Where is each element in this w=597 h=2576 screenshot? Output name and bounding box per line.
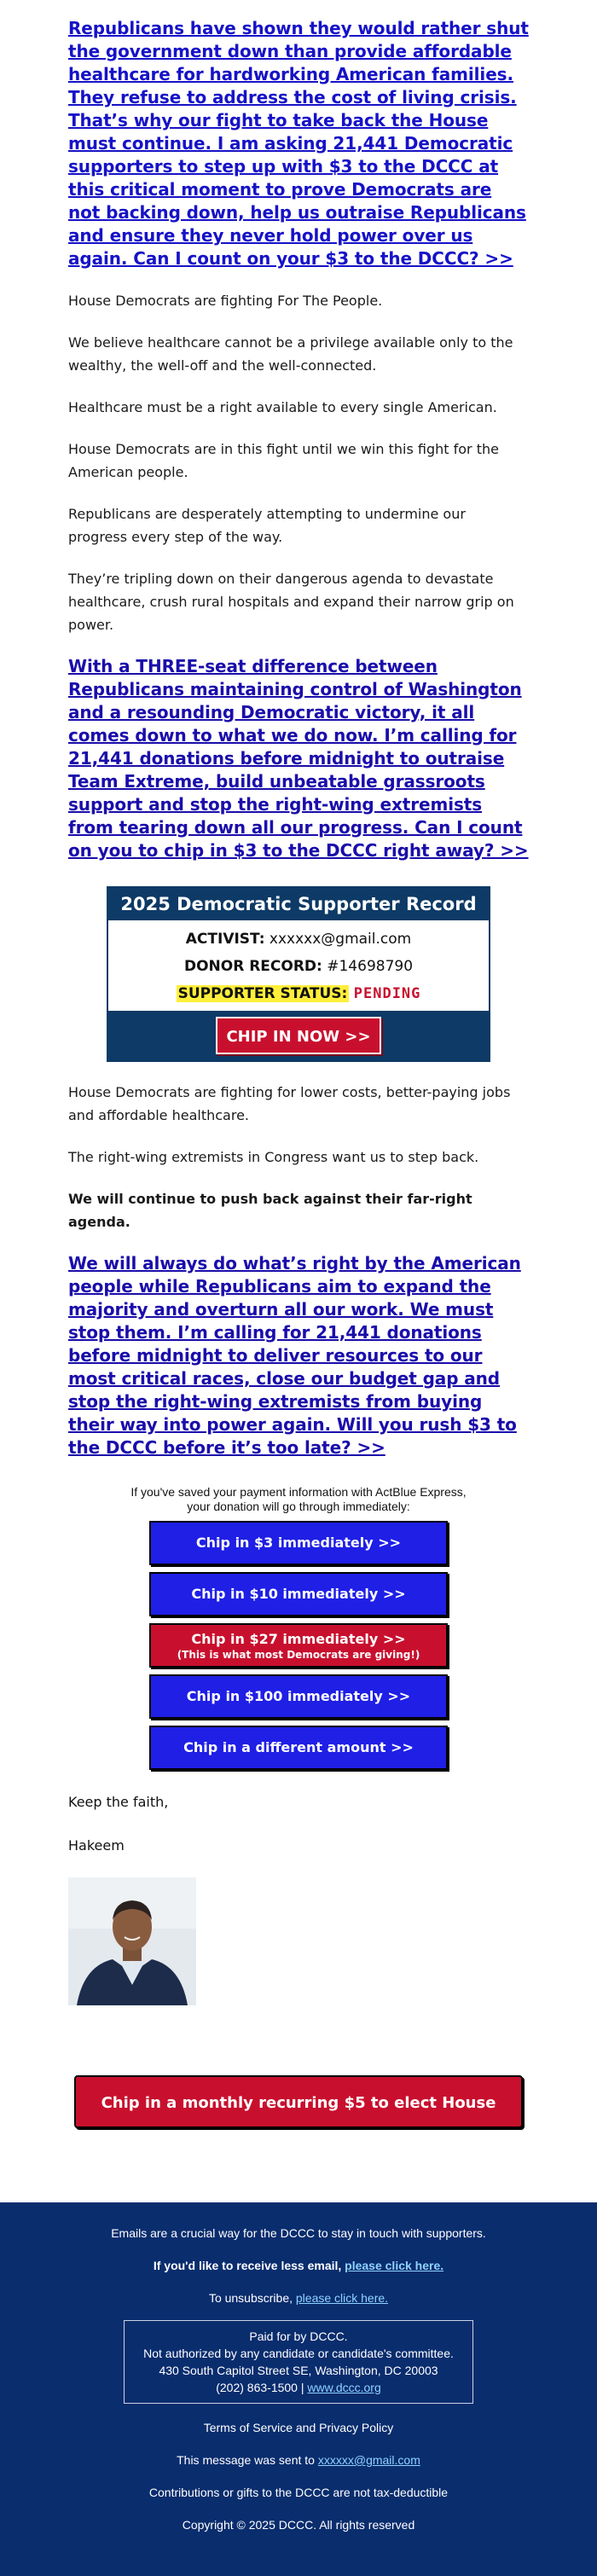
donate-27-button[interactable] (149, 1623, 448, 1668)
actblue-note (68, 1485, 529, 1514)
button-label: Chip in $100 immediately >> (186, 1688, 411, 1704)
paragraph: We believe healthcare cannot be a privilege available only to the wealthy, the well-off and the well-connected. (68, 334, 513, 374)
paragraph: House Democrats are fighting For The People. (68, 293, 383, 309)
bold-paragraph: We will continue to push back against their far-right agenda. (68, 1191, 472, 1230)
actblue-note-line: your donation will go through immediately: (187, 1500, 410, 1513)
phone-website-line (130, 2379, 467, 2396)
monthly-cta-wrap (68, 2075, 529, 2202)
record-details (108, 920, 489, 1011)
phone-number: (202) 863-1500 | (216, 2381, 308, 2394)
button-label: Chip in a different amount >> (183, 1739, 414, 1755)
copyright: Copyright © 2025 DCCC. All rights reserved (182, 2518, 415, 2532)
donor-record-value: #14698790 (327, 958, 414, 975)
footer-email-note: Emails are a crucial way for the DCCC to stay in touch with supporters. (111, 2226, 486, 2240)
paid-for-text: Paid for by DCCC. (249, 2329, 348, 2343)
tax-notice: Contributions or gifts to the DCCC are not tax-deductible (148, 2486, 449, 2499)
website-link[interactable]: www.dccc.org (307, 2381, 381, 2394)
less-email-link[interactable]: please click here. (345, 2259, 444, 2272)
portrait-image (68, 1877, 196, 2005)
less-email-line (0, 2257, 597, 2274)
button-label: Chip in $27 immediately >> (191, 1630, 406, 1647)
sent-to-line (0, 2451, 597, 2469)
terms-privacy-link[interactable]: Terms of Service and Privacy Policy (203, 2421, 394, 2434)
paragraph: Republicans are desperately attempting to undermine our progress every step of the way. (68, 506, 466, 545)
status-row (108, 980, 489, 1007)
signer-photo (68, 1877, 196, 2005)
paid-for-box (124, 2320, 473, 2404)
status-badge: PENDING (353, 985, 421, 1002)
monthly-recurring-button[interactable]: Chip in a monthly recurring $5 to elect House Dems >> (74, 2075, 523, 2128)
paragraph-group-1 (68, 289, 529, 636)
second-donate-link[interactable]: With a THREE-seat difference between Republicans maintaining control of Washington and a resounding Democratic victory, it all comes down to what we do now. I’m calling for 21,441 donations before midnight to outraise Team Extreme, build unbeatable grassroots support and stop the right-wing extremists from tearing down all our progress. Can I count on you to chip in $3 to the DCCC right away? >> (68, 656, 529, 861)
button-label: Chip in $3 immediately >> (195, 1535, 402, 1551)
paragraph: House Democrats are fighting for lower costs, better-paying jobs and affordable healthcare. (68, 1084, 511, 1123)
paragraph: Healthcare must be a right available to every single American. (68, 399, 497, 415)
supporter-record-card (107, 886, 490, 1062)
button-label: Chip in $10 immediately >> (191, 1586, 406, 1602)
record-title: 2025 Democratic Supporter Record (108, 888, 489, 920)
donate-3-button[interactable] (149, 1521, 448, 1565)
not-authorized-text: Not authorized by any candidate or candidate's committee. (143, 2347, 454, 2360)
donation-button-stack (149, 1521, 448, 1770)
footer (0, 2202, 597, 2576)
signoff: Keep the faith, (68, 1794, 169, 1810)
less-email-text: If you'd like to receive less email, (153, 2259, 345, 2272)
donate-10-button[interactable] (149, 1572, 448, 1616)
unsubscribe-line (0, 2289, 597, 2306)
paragraph: They’re tripling down on their dangerous agenda to devastate healthcare, crush rural hospitals and expand their narrow grip on power. (68, 571, 514, 633)
activist-label: ACTIVIST: (185, 931, 265, 948)
paragraph-group-2 (68, 1081, 529, 1233)
chip-in-now-button[interactable]: CHIP IN NOW >> (216, 1017, 380, 1054)
activist-value: xxxxxx@gmail.com (269, 931, 412, 948)
button-sublabel: (This is what most Democrats are giving!) (177, 1648, 420, 1661)
sent-to-text: This message was sent to (177, 2453, 318, 2467)
unsubscribe-link[interactable]: please click here. (295, 2291, 389, 2305)
donor-record-row (108, 953, 489, 980)
third-donate-link[interactable]: We will always do what’s right by the American people while Republicans aim to expand the majority and overturn all our work. We must stop them. I’m calling for 21,441 donations before midnight to deliver resources to our most critical races, close our budget gap and stop the right-wing extremists from buying their way into power again. Will you rush $3 to the DCCC before it’s too late? >> (68, 1253, 521, 1458)
actblue-note-line: If you've saved your payment information with ActBlue Express, (130, 1485, 467, 1499)
paragraph: The right-wing extremists in Congress want us to step back. (68, 1149, 479, 1165)
donate-other-amount-button[interactable] (149, 1726, 448, 1770)
signature: Hakeem (68, 1837, 125, 1854)
unsubscribe-text: To unsubscribe, (208, 2291, 296, 2305)
intro-donate-link[interactable]: Republicans have shown they would rather shut the government down than provide affordable healthcare for hardworking American families. They refuse to address the cost of living crisis. That’s why our fight to take back the House must continue. I am asking 21,441 Democratic supporters to step up with $3 to the DCCC at this critical moment to prove Democrats are not backing down, help us outraise Republicans and ensure they never hold power over us again. Can I count on your $3 to the DCCC? >> (68, 18, 529, 269)
record-footer (108, 1011, 489, 1060)
donor-record-label: DONOR RECORD: (183, 958, 322, 975)
paragraph: House Democrats are in this fight until we win this fight for the American people. (68, 441, 499, 480)
activist-row (108, 925, 489, 953)
recipient-email-link[interactable]: xxxxxx@gmail.com (317, 2453, 420, 2467)
mailing-address: 430 South Capitol Street SE, Washington, DC 20003 (159, 2364, 438, 2377)
donate-100-button[interactable] (149, 1674, 448, 1719)
status-label: SUPPORTER STATUS: (177, 985, 348, 1002)
